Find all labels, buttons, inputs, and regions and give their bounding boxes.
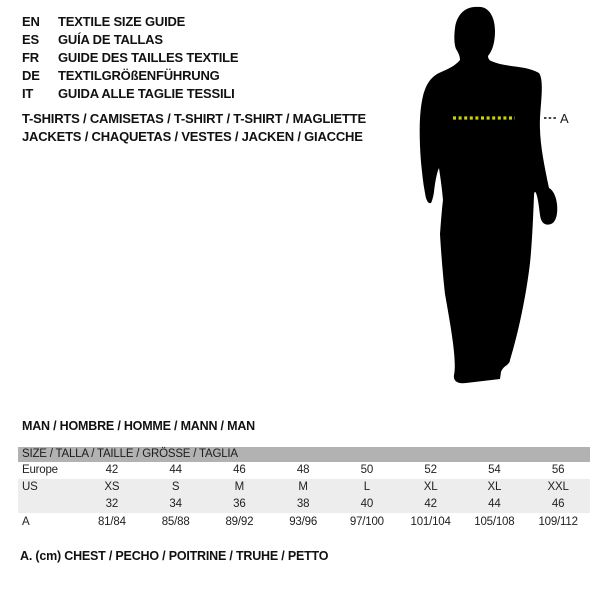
- language-title: GUÍA DE TALLAS: [58, 32, 163, 47]
- size-cell: 54: [488, 464, 501, 476]
- table-row-europe: [18, 462, 590, 479]
- size-cell: M: [298, 481, 308, 493]
- measurement-label-a: A: [560, 111, 569, 126]
- category-line-jackets: JACKETS / CHAQUETAS / VESTES / JACKEN / GIACCHE: [22, 129, 363, 144]
- category-line-tshirts: T-SHIRTS / CAMISETAS / T-SHIRT / T-SHIRT / MAGLIETTE: [22, 111, 366, 126]
- row-label: [18, 496, 80, 513]
- language-title: TEXTILGRÖßENFÜHRUNG: [58, 68, 220, 83]
- size-cell: 97/100: [349, 516, 384, 528]
- language-code: DE: [22, 68, 40, 83]
- language-row: [22, 49, 238, 67]
- man-silhouette-shape: [420, 7, 558, 383]
- size-cell: 50: [360, 464, 374, 476]
- language-row: [22, 31, 238, 49]
- size-cell: L: [363, 481, 370, 493]
- language-title: TEXTILE SIZE GUIDE: [58, 14, 186, 29]
- size-cell: XXL: [547, 481, 569, 493]
- size-cell: 81/84: [97, 516, 126, 528]
- table-row-us-numeric: [18, 496, 590, 513]
- category-list: [22, 110, 366, 146]
- size-cell: 56: [551, 464, 565, 476]
- size-cell: 109/112: [538, 516, 578, 528]
- language-title: GUIDE DES TAILLES TEXTILE: [58, 50, 239, 65]
- size-cell: 52: [424, 464, 437, 476]
- measurement-footnote: A. (cm) CHEST / PECHO / POITRINE / TRUHE / PETTO: [20, 549, 329, 563]
- size-cell: 48: [296, 464, 310, 476]
- size-cell: S: [171, 481, 180, 493]
- row-label: A: [22, 516, 30, 528]
- size-cell: XS: [104, 481, 120, 493]
- row-label: US: [22, 481, 38, 493]
- table-row-us: [18, 479, 590, 496]
- size-cell: XL: [423, 481, 438, 493]
- section-title-man: MAN / HOMBRE / HOMME / MANN / MAN: [22, 419, 255, 433]
- language-row: [22, 67, 238, 85]
- size-cell: 105/108: [474, 516, 515, 528]
- size-cell: M: [234, 481, 245, 493]
- language-title: GUIDA ALLE TAGLIE TESSILI: [58, 86, 235, 101]
- size-cell: 46: [233, 464, 246, 476]
- size-cell: 93/96: [289, 516, 318, 528]
- size-cell: 44: [169, 464, 182, 476]
- size-cell: XL: [487, 481, 502, 493]
- size-table: [18, 447, 590, 532]
- size-cell: 89/92: [225, 516, 254, 528]
- size-cell: 85/88: [161, 516, 190, 528]
- size-cell: 101/104: [410, 516, 451, 528]
- size-cell: 42: [105, 464, 119, 476]
- man-silhouette-figure: [398, 0, 578, 392]
- size-cell: 34: [169, 498, 182, 510]
- language-code: ES: [22, 32, 39, 47]
- language-code: EN: [22, 14, 40, 29]
- language-row: [22, 13, 238, 31]
- language-row: [22, 85, 238, 103]
- table-row-chest-a: [18, 513, 590, 532]
- language-code: FR: [22, 50, 39, 65]
- size-cell: 44: [488, 498, 501, 510]
- size-cell: 38: [296, 498, 310, 510]
- size-cell: 32: [105, 498, 119, 510]
- size-table-header: SIZE / TALLA / TAILLE / GRÖSSE / TAGLIA: [18, 447, 590, 462]
- language-code: IT: [22, 86, 34, 101]
- row-label: Europe: [22, 464, 58, 476]
- size-cell: 40: [360, 498, 374, 510]
- language-list: [22, 13, 238, 103]
- size-cell: 36: [233, 498, 246, 510]
- size-cell: 42: [424, 498, 437, 510]
- size-cell: 46: [551, 498, 565, 510]
